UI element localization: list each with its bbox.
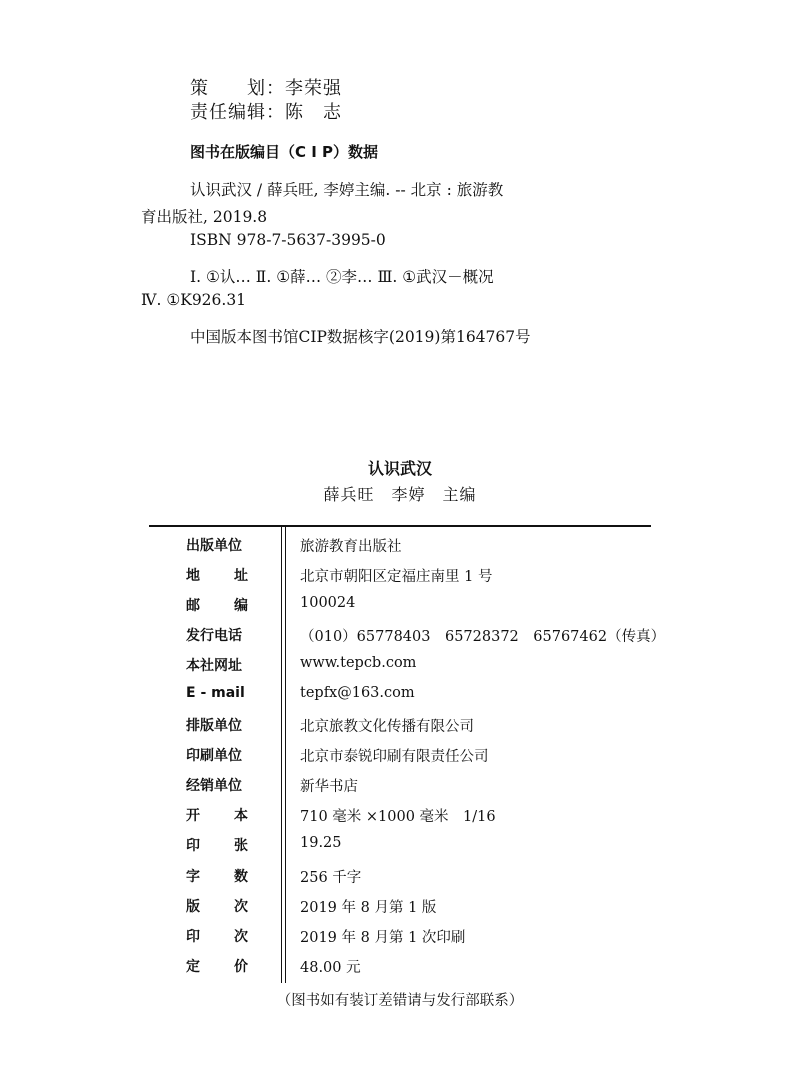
- cip-line: 中国版本图书馆CIP数据核字(2019)第164767号: [190, 328, 531, 346]
- info-row-value: 北京市朝阳区定福庄南里 1 号: [300, 569, 493, 585]
- info-row-label: 邮 编: [186, 598, 248, 614]
- info-row-value: tepfx@163.com: [300, 685, 415, 701]
- info-row-label: 印 次: [186, 929, 248, 945]
- info-row-label: 排版单位: [186, 718, 242, 734]
- info-row-value: 2019 年 8 月第 1 次印刷: [300, 930, 466, 946]
- info-row-value: 北京旅教文化传播有限公司: [300, 719, 474, 735]
- info-row-value: 新华书店: [300, 779, 358, 795]
- cip-title: 图书在版编目（C I P）数据: [190, 143, 379, 161]
- credit-editor-label: 责任编辑：: [190, 102, 285, 123]
- info-row-value: 旅游教育出版社: [300, 539, 402, 555]
- info-row-label: E - mail: [186, 685, 245, 701]
- info-row-value: 19.25: [300, 835, 342, 851]
- cip-line: 育出版社, 2019.8: [141, 208, 268, 226]
- footer-note: （图书如有装订差错请与发行部联系）: [276, 993, 524, 1009]
- credit-editor-value: 陈 志: [285, 102, 342, 123]
- cip-line: Ⅰ. ①认… Ⅱ. ①薛… ②李… Ⅲ. ①武汉－概况: [190, 268, 494, 286]
- info-row-label: 印 张: [186, 838, 248, 854]
- info-row-label: 经销单位: [186, 778, 242, 794]
- info-row-value: 710 毫米 ×1000 毫米 1/16: [300, 809, 496, 825]
- info-row-value: 256 千字: [300, 870, 362, 886]
- info-row-value: 100024: [300, 595, 356, 611]
- book-editors: 薛兵旺 李婷 主编: [323, 485, 477, 504]
- info-row-value: 北京市泰锐印刷有限责任公司: [300, 749, 489, 765]
- info-row-label: 开 本: [186, 808, 248, 824]
- cip-line: ISBN 978-7-5637-3995-0: [190, 231, 386, 249]
- info-row-label: 地 址: [186, 568, 248, 584]
- credit-planner: [190, 74, 342, 100]
- info-row-value: 2019 年 8 月第 1 版: [300, 900, 437, 916]
- info-row-value: 48.00 元: [300, 960, 361, 976]
- cip-line: 认识武汉 / 薛兵旺, 李婷主编. -- 北京 : 旅游教: [190, 181, 504, 199]
- credit-editor: [190, 98, 342, 124]
- table-divider-left: [281, 525, 282, 983]
- info-row-label: 出版单位: [186, 538, 242, 554]
- book-title: 认识武汉: [367, 459, 432, 478]
- credit-planner-value: 李荣强: [285, 78, 342, 99]
- table-divider-right: [285, 525, 286, 983]
- info-row-label: 发行电话: [186, 628, 242, 644]
- info-row-label: 定 价: [186, 959, 248, 975]
- info-row-label: 字 数: [186, 869, 248, 885]
- cip-line: Ⅳ. ①K926.31: [141, 291, 247, 309]
- credit-planner-label: 策 划：: [190, 78, 285, 99]
- info-row-value: www.tepcb.com: [300, 655, 417, 671]
- table-top-rule: [149, 525, 651, 527]
- info-row-label: 印刷单位: [186, 748, 242, 764]
- info-row-value: （010）65778403 65728372 65767462（传真）: [300, 629, 666, 645]
- info-row-label: 版 次: [186, 899, 248, 915]
- info-row-label: 本社网址: [186, 658, 242, 674]
